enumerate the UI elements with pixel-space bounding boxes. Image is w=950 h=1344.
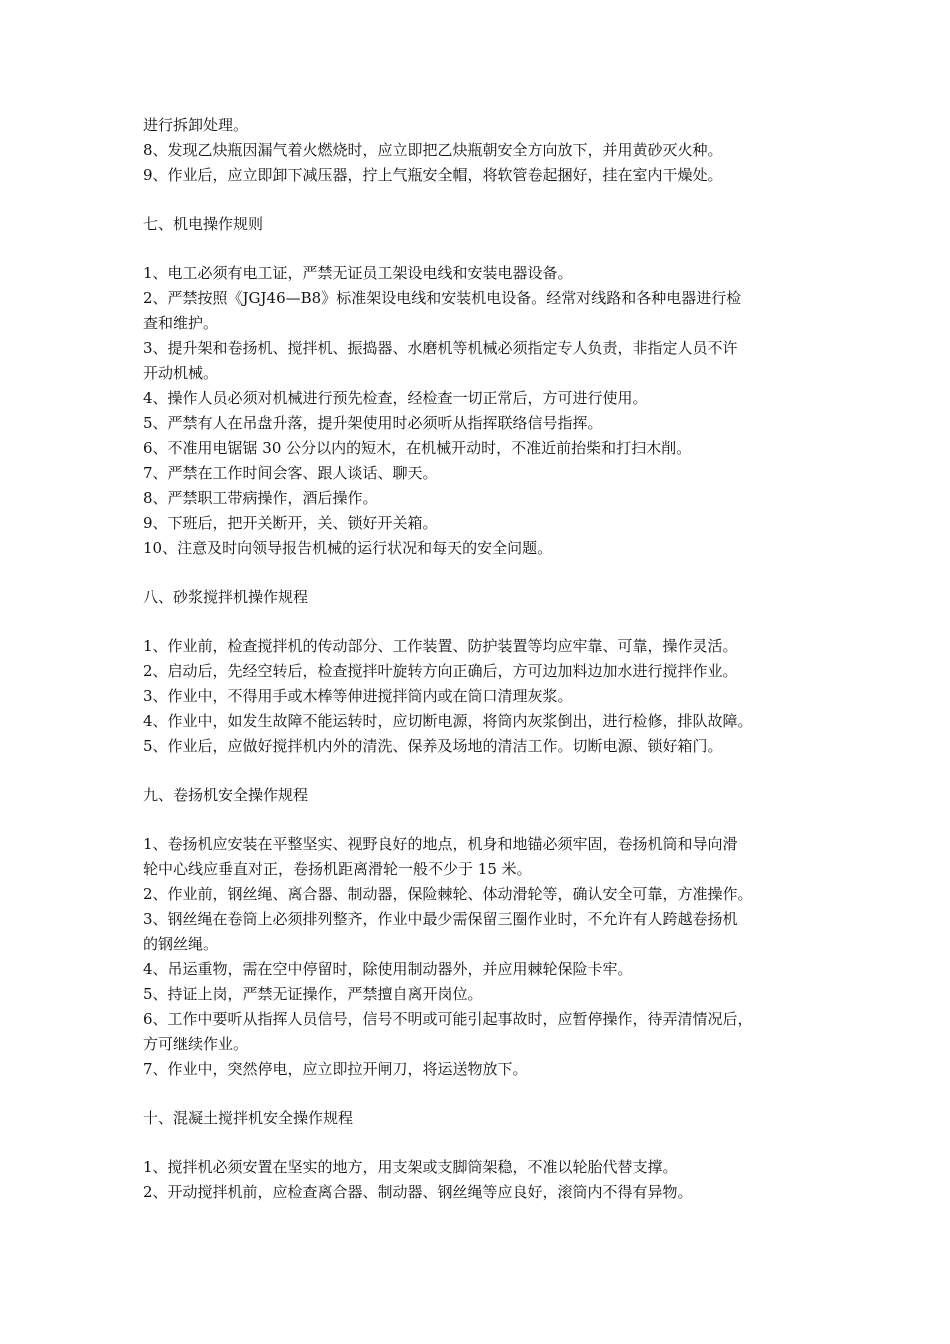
section-concrete-mixer	[143, 1106, 815, 1205]
text-line: 6、工作中要听从指挥人员信号，信号不明或可能引起事故时，应暂停操作，待弄清情况后，	[143, 1010, 753, 1028]
section-title: 八、砂浆搅拌机操作规程	[143, 588, 309, 606]
text-line: 1、卷扬机应安装在平整坚实、视野良好的地点，机身和地锚必须牢固，卷扬机筒和导向滑	[143, 835, 738, 853]
text-line: 1、电工必须有电工证，严禁无证员工架设电线和安装电器设备。	[143, 264, 573, 282]
section-title: 十、混凝土搅拌机安全操作规程	[143, 1109, 354, 1127]
text-line: 6、不准用电锯锯 30 公分以内的短木，在机械开动时，不准近前抬柴和打扫木削。	[143, 439, 692, 457]
text-line: 1、作业前，检查搅拌机的传动部分、工作装置、防护装置等均应牢靠、可靠，操作灵活。	[143, 637, 738, 655]
text-line: 查和维护。	[143, 314, 219, 332]
section-title: 九、卷扬机安全操作规程	[143, 786, 309, 804]
text-line: 开动机械。	[143, 364, 219, 382]
text-line: 5、严禁有人在吊盘升落，提升架使用时必须听从指挥联络信号指挥。	[143, 414, 603, 432]
text-line: 9、下班后，把开关断开，关、锁好开关箱。	[143, 514, 438, 532]
text-line: 7、作业中，突然停电，应立即拉开闸刀，将运送物放下。	[143, 1060, 528, 1078]
text-line: 10、注意及时向领导报告机械的运行状况和每天的安全问题。	[143, 539, 553, 557]
text-line: 2、开动搅拌机前，应检查离合器、制动器、钢丝绳等应良好，滚筒内不得有异物。	[143, 1183, 693, 1201]
text-line: 8、发现乙炔瓶因漏气着火燃烧时，应立即把乙炔瓶朝安全方向放下，并用黄砂灭火种。	[143, 141, 723, 159]
text-line: 3、作业中，不得用手或木棒等伸进搅拌筒内或在筒口清理灰浆。	[143, 687, 573, 705]
section-mortar-mixer	[143, 585, 815, 759]
text-line: 1、搅拌机必须安置在坚实的地方，用支架或支脚筒架稳，不准以轮胎代替支撑。	[143, 1158, 678, 1176]
text-line: 2、启动后，先经空转后，检查搅拌叶旋转方向正确后，方可边加料边加水进行搅拌作业。	[143, 662, 738, 680]
text-line: 4、吊运重物，需在空中停留时，除使用制动器外，并应用棘轮保险卡牢。	[143, 960, 633, 978]
intro-block	[143, 113, 815, 188]
text-line: 8、严禁职工带病操作，酒后操作。	[143, 489, 378, 507]
text-line: 2、严禁按照《JGJ46—B8》标准架设电线和安装机电设备。经常对线路和各种电器进行检	[143, 289, 742, 307]
text-line: 4、作业中，如发生故障不能运转时，应切断电源，将筒内灰浆倒出，进行检修，排队故障。	[143, 712, 753, 730]
text-line: 5、作业后，应做好搅拌机内外的清洗、保养及场地的清洁工作。切断电源、锁好箱门。	[143, 737, 723, 755]
document-page	[143, 113, 815, 1205]
text-line: 2、作业前，钢丝绳、离合器、制动器，保险棘轮、体动滑轮等，确认安全可靠，方准操作。	[143, 885, 753, 903]
text-line: 的钢丝绳。	[143, 935, 219, 953]
text-line: 9、作业后，应立即卸下减压器，拧上气瓶安全帽，将软管卷起捆好，挂在室内干燥处。	[143, 166, 723, 184]
text-line: 4、操作人员必须对机械进行预先检查，经检查一切正常后，方可进行使用。	[143, 389, 648, 407]
text-line: 方可继续作业。	[143, 1035, 249, 1053]
text-line: 7、严禁在工作时间会客、跟人谈话、聊天。	[143, 464, 438, 482]
text-line: 轮中心线应垂直对正，卷扬机距离滑轮一般不少于 15 米。	[143, 860, 532, 878]
text-line: 5、持证上岗，严禁无证操作，严禁擅自离开岗位。	[143, 985, 483, 1003]
text-line: 进行拆卸处理。	[143, 116, 249, 134]
text-line: 3、提升架和卷扬机、搅拌机、振捣器、水磨机等机械必须指定专人负责，非指定人员不许	[143, 339, 738, 357]
section-hoist	[143, 783, 815, 1082]
text-line: 3、钢丝绳在卷筒上必须排列整齐，作业中最少需保留三圈作业时，不允许有人跨越卷扬机	[143, 910, 738, 928]
section-title: 七、机电操作规则	[143, 215, 264, 233]
section-electromechanical	[143, 212, 815, 561]
